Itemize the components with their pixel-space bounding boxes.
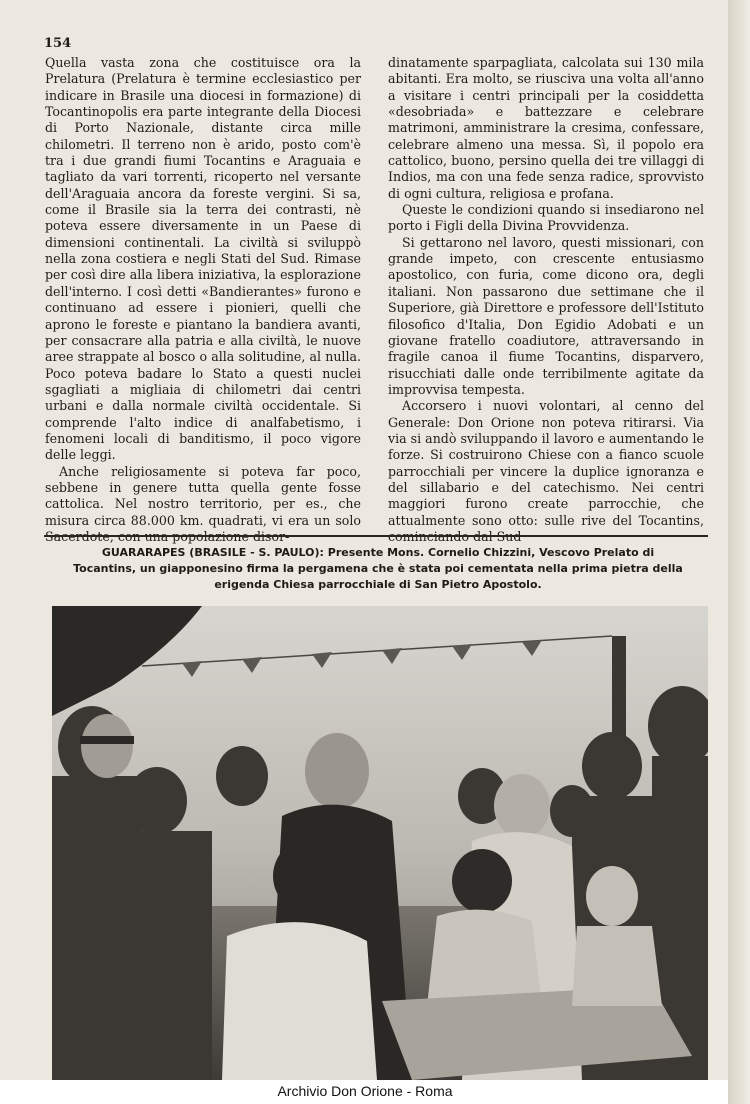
page-number: 154 [44, 36, 72, 51]
paragraph: Anche religiosamente si poteva far poco, sebbene in genere tutta quella gente fosse cattolica. Nel nostro territorio, per es., che misura circa 88.000 km. quadrati, vi era un solo [45, 463, 361, 528]
paragraph: Quella vasta zona che costituisce ora la Prelatura (Prelatura è termine ecclesiastico per indicare in Brasile una diocesi in formazione) di Tocantinopolis era parte integrante della Diocesi di Porto Nazionale, distante circa mille chilometri. Il terreno non è arido, posto com'è tra i due grandi fiumi Tocantins e Araguaia e tagliato da vari torrenti, ricoperto nel versante dell'Araguaia ancora da foreste vergini. Si sa, come il Brasile sia la terra dei contrasti, nè poteva essere diversamente in un Paese di dimensioni continentali. La civiltà si sviluppò nella zona costiera e negli Stati del Sud. Rimase per così dire alla libera iniziativa, la esplorazione dell'interno. I così detti «Bandierantes» furono e continuano ad essere i pionieri, quelli che aprono le foreste e piantano la bandiera avanti, per consacrare alla patria e alla civiltà, le nuove aree strappate al bosco o alla solitudine, al nulla. Poco poteva badare lo Stato a questi nuclei sgagliati a migliaia di chilometri dai centri urbani e dalla normale civiltà occidentale. Si comprende l'alto indice di analfabetismo, i fenomeni locali di banditismo, il poco vigore delle leggi. [45, 55, 361, 463]
paragraph: Queste le condizioni quando si insediarono nel porto i Figli della Divina Provvidenza. [388, 202, 704, 234]
paragraph: Si gettarono nel lavoro, questi missionari, con grande impeto, con crescente entusiasmo apostolico, con furia, come dicono ora, degli italiani. Non passarono due settimane che il Superiore, già Direttore e professore dell'Istituto filosofico d'Italia, Don Egidio Adobati e un giovane fratello coadiutore, attraversando in fragile canoa il fiume Tocantins, disparvero, risucchiati dalle onde terribilmente agitate da improvvisa tempesta. [388, 234, 704, 397]
paragraph: dinatamente sparpagliata, calcolata sui 130 mila abitanti. Era molto, se riusciva una volta all'anno a visitare i centri principali per la cosiddetta «desobriada» e battezzare e celebrare matrimoni, amministrare la cresima, confessare, celebrare almeno una messa. Sì, il popolo era cattolico, buono, persino quella dei tre villaggi di Indios, ma con una fede senza radice, sprovvisto di ogni cultura, religiosa e profana. [388, 55, 704, 201]
left-column [45, 55, 361, 545]
archive-credit: Archivio Don Orione - Roma [277, 1083, 453, 1099]
right-column [388, 55, 704, 545]
photo-caption: GUARARAPES (BRASILE - S. PAULO): Presente Mons. Cornelio Chizzini, Vescovo Prelato di Tocantins, un giapponesino firma la pergamena che è stata poi cementata nella prima pietra della erigenda Chiesa parrocchiale di San Pietro Apostolo. [73, 546, 683, 591]
paragraph: Accorsero i nuovi volontari, al cenno del Generale: Don Orione non poteva ritirarsi. Via via si andò sviluppando il lavoro e aumentando le forze. Si costruirono Chiese con a fianco scuole parrocchiali per vincere la duplice ignoranza e del sillabario e del catechismo. Nei centri maggiori furono create parrocchie, che attualmente sono otto: sulle rive del Tocantins, [388, 398, 704, 528]
photograph [52, 606, 708, 1080]
page-edge [728, 0, 750, 1104]
photo-illustration [52, 606, 708, 1080]
section-divider [44, 535, 708, 537]
